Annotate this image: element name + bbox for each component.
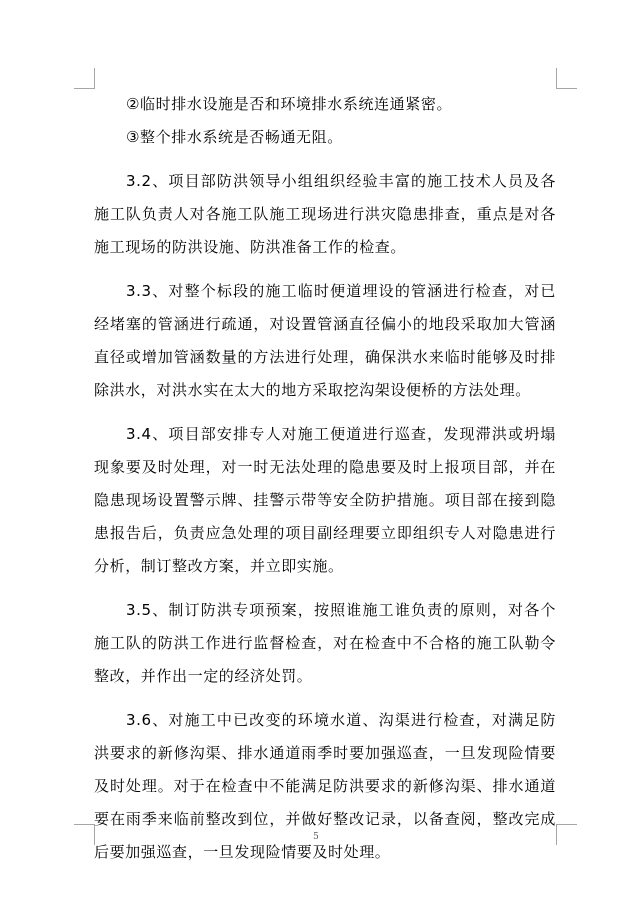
list-item: ③整个排水系统是否畅通无阻。 [126,128,343,146]
list-item: ②临时排水设施是否和环境排水系统连通紧密。 [126,95,453,113]
paragraph-3-6: 3.6、对施工中已改变的环境水道、沟渠进行检查，对满足防洪要求的新修沟渠、排水通道雨季时要加强巡查，一旦发现险情要及时处理。对于在检查中不能满足防洪要求的新修沟渠、排水通道要在雨季来临前整改到位，并做好整改记录，以备查阅，整改完成后要加强巡查，一旦发现险情要及时处理。 [94,711,556,861]
document-body [94,88,556,880]
paragraph-3-5: 3.5、制订防洪专项预案，按照谁施工谁负责的原则，对各个施工队的防洪工作进行监督检查，对在检查中不合格的施工队勒令整改，并作出一定的经济处罚。 [94,601,556,685]
paragraph-3-3: 3.3、对整个标段的施工临时便道埋设的管涵进行检查，对已经堵塞的管涵进行疏通，对设置管涵直径偏小的地段采取加大管涵直径或增加管涵数量的方法进行处理，确保洪水来临时能够及时排除洪水，对洪水实在太大的地方采取挖沟架设便桥的方法处理。 [94,282,556,399]
paragraph-3-4: 3.4、项目部安排专人对施工便道进行巡查，发现滞洪或坍塌现象要及时处理，对一时无法处理的隐患要及时上报项目部，并在隐患现场设置警示牌、挂警示带等安全防护措施。项目部在接到隐患报告后，负责应急处理的项目副经理要立即组织专人对隐患进行分析，制订整改方案，并立即实施。 [94,425,556,575]
paragraph-3-2: 3.2、项目部防洪领导小组组织经验丰富的施工技术人员及各施工队负责人对各施工队施工现场进行洪灾隐患排查，重点是对各施工现场的防洪设施、防洪准备工作的检查。 [94,172,556,256]
page-number: 5 [313,832,319,842]
margin-corner-top-right [556,68,577,89]
margin-corner-top-left [74,68,95,89]
